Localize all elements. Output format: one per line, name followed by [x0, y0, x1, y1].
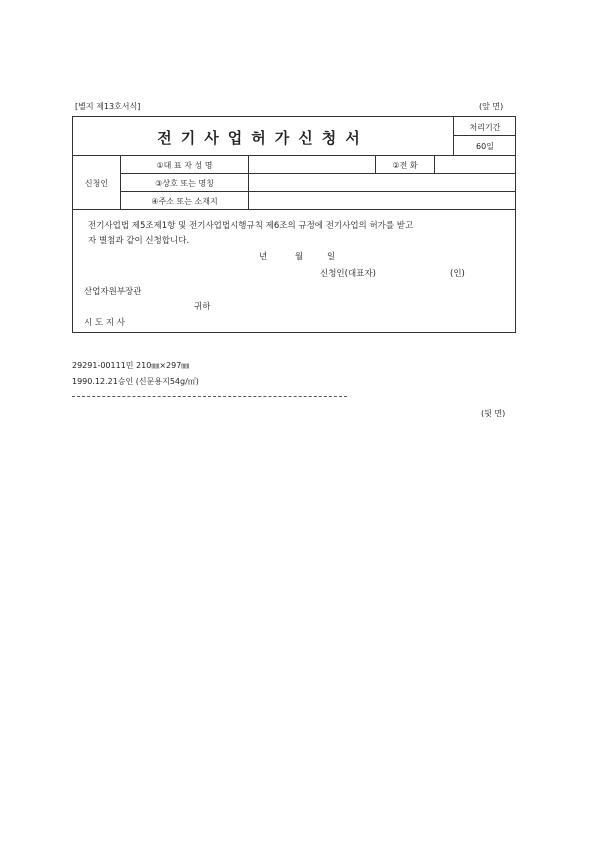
- form-code-line: 29291-00111민 210㎜×297㎜: [72, 361, 190, 370]
- processing-period-label: 처리기간: [469, 123, 501, 132]
- trade-name-label: ③상호 또는 명칭: [155, 179, 214, 188]
- date-month: 월: [295, 252, 304, 262]
- recipient-honorific: 귀하: [194, 302, 211, 312]
- recipient-governor: 시 도 지 사: [84, 318, 125, 328]
- seal-label: (인): [450, 269, 465, 279]
- form-number-label: [별지 제13호서식]: [75, 102, 141, 111]
- phone-label: ②전 화: [392, 161, 418, 170]
- form-title: 전기사업허가신청서: [157, 129, 369, 147]
- date-year: 년: [259, 252, 268, 262]
- processing-period-value: 60일: [476, 142, 494, 151]
- date-day: 일: [327, 252, 336, 262]
- recipient-minister: 산업자원부장관: [84, 287, 142, 297]
- phone-field[interactable]: [435, 156, 516, 173]
- trade-name-field[interactable]: [249, 174, 516, 191]
- representative-name-label: ①대 표 자 성 명: [156, 161, 213, 170]
- applicant-label: 신청인: [84, 179, 109, 188]
- statement-line-1: 전기사업법 제5조제1항 및 전기사업법시행규칙 제6조의 규정에 전기사업의 허가를 받고: [88, 221, 414, 231]
- cut-line: [72, 396, 347, 397]
- address-field[interactable]: [249, 192, 516, 209]
- statement-line-2: 자 별첨과 같이 신청합니다.: [88, 236, 190, 246]
- application-form: [72, 116, 516, 333]
- approval-line: 1990.12.21승인 (신문용지54g/㎡): [72, 377, 199, 386]
- address-label: ④주소 또는 소재지: [151, 197, 218, 206]
- applicant-signature-label: 신청인(대표자): [320, 269, 376, 279]
- back-side-label: (뒷 면): [481, 409, 506, 418]
- representative-name-field[interactable]: [249, 156, 375, 173]
- front-side-label: (앞 면): [479, 102, 504, 111]
